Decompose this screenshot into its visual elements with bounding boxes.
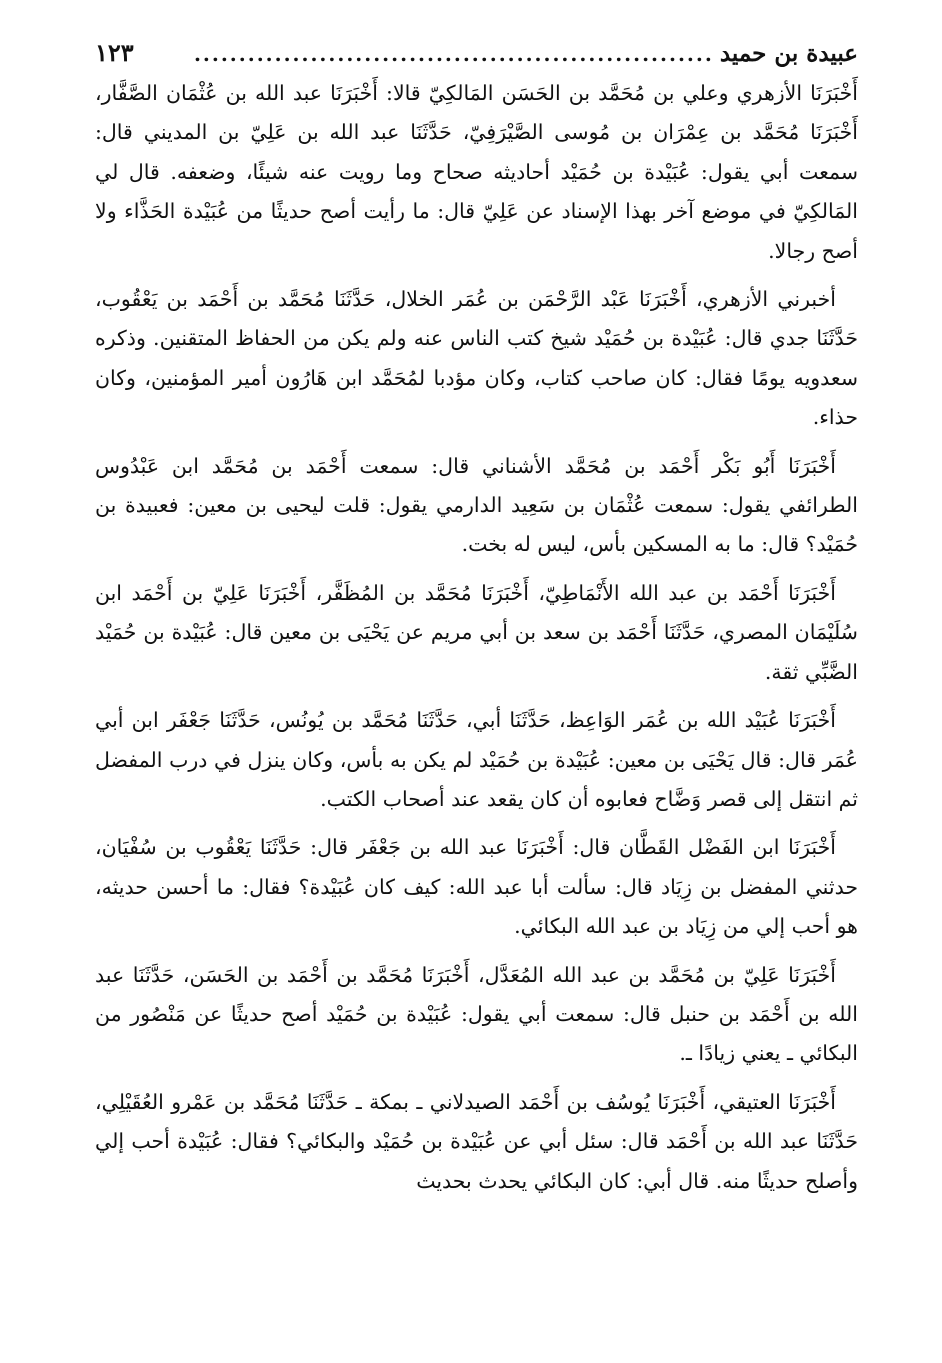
- paragraph: أَخْبَرَنَا العتيقي، أَخْبَرَنَا يُوسُف بن أَحْمَد الصيدلاني ـ بمكة ـ حَدَّثَنَا مُحَمَّد بن عَمْرو العُقَيْلِي، حَدَّثَنَا عبد الله بن أَحْمَد قال: سئل أبي عن عُبَيْدة بن حُمَيْد والبكائي؟ فقال: عُبَيْدة أحب إلي وأصلح حديثًا منه. قال أبي: كان البكائي يحدث بحديث: [95, 1089, 858, 1193]
- paragraph: أَخْبَرَنَا عَلِيّ بن مُحَمَّد بن عبد الله المُعَدَّل، أَخْبَرَنَا مُحَمَّد بن أَحْمَد بن الحَسَن، حَدَّثَنَا عبد الله بن أَحْمَد بن حنبل قال: سمعت أبي يقول: عُبَيْدة بن حُمَيْد أصح حديثًا عن مَنْصُور من البكائي ـ يعني زيادًا ـ.: [95, 962, 858, 1066]
- body-text: [95, 74, 858, 1201]
- paragraph: أَخْبَرَنَا أَبُو بَكْر أَحْمَد بن مُحَمَّد الأشناني قال: سمعت أَحْمَد بن مُحَمَّد ابن عَبْدُوس الطرائفي يقول: سمعت عُثْمَان بن سَعِيد الدارمي يقول: قلت ليحيى بن معين: فعبيدة بن حُمَيْد؟ قال: ما به المسكين بأس، ليس له بخت.: [95, 453, 858, 557]
- paragraph: أَخْبَرَنَا الأزهري وعلي بن مُحَمَّد بن الحَسَن المَالكِيّ قالا: أَخْبَرَنَا عبد الله بن عُثْمَان الصَّفَّار، أَخْبَرَنَا مُحَمَّد بن عِمْرَان بن مُوسى الصَّيْرَفِيّ، حَدَّثَنَا عبد الله بن عَلِيّ بن المديني قال: سمعت أبي يقول: عُبَيْدة بن حُمَيْد أحاديثه صحاح وما رويت عنه شيئًا، وضعفه. قال لي المَالكِيّ في موضع آخر بهذا الإسناد عن عَلِيّ قال: ما رأيت أصح حديثًا من عُبَيْدة الحَذَّاء ولا أصح رجالا.: [95, 81, 858, 263]
- paragraph: أَخْبَرَنَا ابن الفَضْل القَطَّان قال: أَخْبَرَنَا عبد الله بن جَعْفَر قال: حَدَّثَنَا يَعْقُوب بن سُفْيَان، حدثني المفضل بن زِيَاد قال: سألت أبا عبد الله: كيف كان عُبَيْدة؟ فقال: ما أحسن حديثه، هو أحب إلي من زِيَاد بن عبد الله البكائي.: [95, 835, 858, 939]
- paragraph: أَخْبَرَنَا أَحْمَد بن عبد الله الأَنْمَاطِيّ، أَخْبَرَنَا مُحَمَّد بن المُظَفَّر، أَخْبَرَنَا عَلِيّ بن أَحْمَد ابن سُلَيْمَان المصري، حَدَّثَنَا أَحْمَد بن سعد بن أبي مريم عن يَحْيَى بن معين قال: عُبَيْدة بن حُمَيْد الضَّبِّي ثقة.: [95, 580, 858, 684]
- paragraph: أخبرني الأزهري، أَخْبَرَنَا عَبْد الرَّحْمَن بن عُمَر الخلال، حَدَّثَنَا مُحَمَّد بن أَحْمَد بن يَعْقُوب، حَدَّثَنَا جدي قال: عُبَيْدة بن حُمَيْد شيخ كتب الناس عنه ولم يكن من الحفاظ المتقنين. وذكره سعدويه يومًا فقال: كان صاحب كتاب، وكان مؤدبا لمُحَمَّد ابن هَارُون أمير المؤمنين، وكان حذاء.: [95, 287, 858, 430]
- paragraph: أَخْبَرَنَا عُبَيْد الله بن عُمَر الوَاعِظ، حَدَّثَنَا أبي، حَدَّثَنَا مُحَمَّد بن يُونُس، حَدَّثَنَا جَعْفَر ابن أبي عُمَر قال: قال يَحْيَى بن معين: عُبَيْدة بن حُمَيْد لم يكن به بأس، وكان ينزل في درب المفضل ثم انتقل إلى قصر وَضَّاح فعابوه أن كان يقعد عند أصحاب الكتب.: [95, 708, 858, 811]
- running-head: [95, 38, 858, 74]
- running-head-leader-dots: ..........................................................: [193, 42, 714, 66]
- running-head-title: عبيدة بن حميد: [719, 40, 858, 67]
- page-number: ١٢٣: [95, 38, 134, 67]
